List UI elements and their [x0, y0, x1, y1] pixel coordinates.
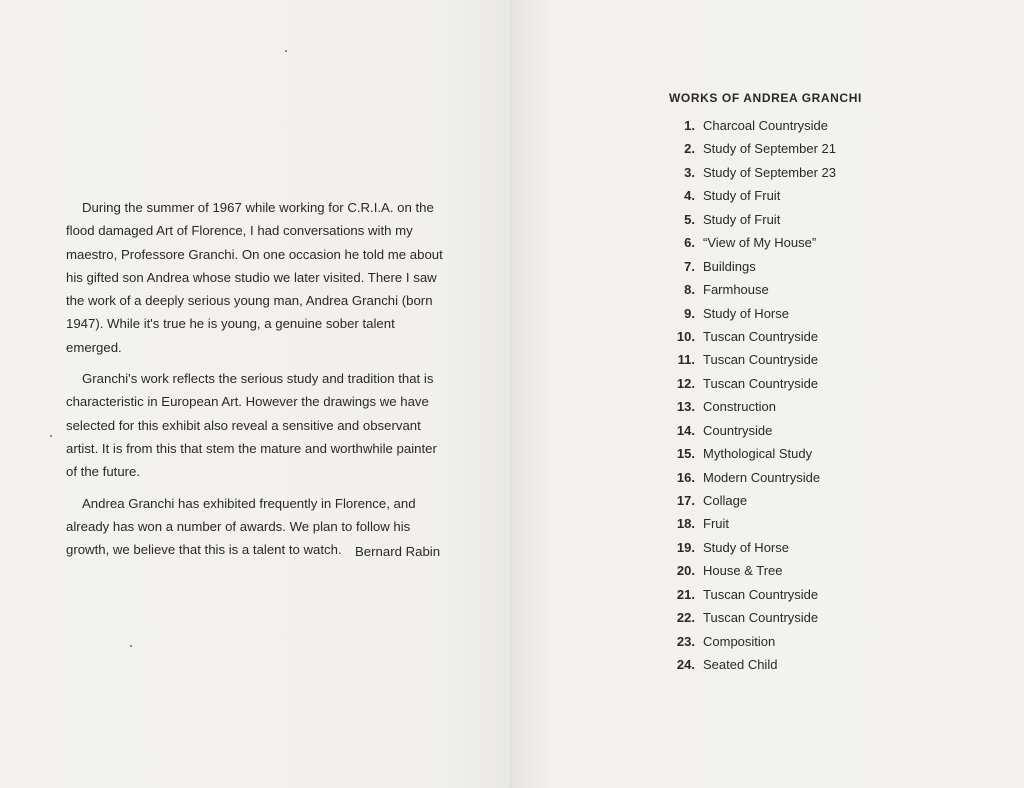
intro-paragraph-3: Andrea Granchi has exhibited frequently in Florence, and already has won a number of awards. We plan to follow his growth, we believe that this is a talent to watch.: [66, 495, 416, 558]
list-item: [660, 423, 960, 446]
work-title: Study of Fruit: [703, 211, 781, 227]
work-number: 22.: [676, 610, 695, 626]
work-number: 4.: [684, 188, 695, 204]
work-number: 10.: [676, 328, 695, 344]
ink-speck: [50, 435, 52, 437]
signature: Bernard Rabin: [355, 544, 441, 559]
work-number: 6.: [684, 235, 695, 251]
list-item: [660, 165, 960, 188]
intro-paragraph-1: During the summer of 1967 while working for C.R.I.A. on the flood damaged Art of Florence, I had conversations with my maestro, Professore Granchi. On one occasion he told me about his gifted son Andrea whose studio we later visited. There I saw the work of a deeply serious young man, Andrea Granchi (born 1947). While it's true he is young, a genuine sober talent emerged.: [66, 200, 443, 355]
work-number: 13.: [676, 399, 695, 415]
list-item: [660, 259, 960, 282]
list-item: [660, 188, 960, 211]
work-title: “View of My House”: [703, 235, 817, 251]
work-number: 12.: [676, 375, 695, 391]
work-title: Tuscan Countryside: [703, 352, 819, 368]
work-title: Study of Horse: [703, 539, 789, 555]
list-item: [660, 399, 960, 422]
list-item: [660, 657, 960, 680]
work-title: Buildings: [703, 258, 756, 274]
work-title: Study of September 23: [703, 164, 836, 180]
work-title: Study of Horse: [703, 305, 789, 321]
work-number: 20.: [676, 563, 695, 579]
list-item: [660, 329, 960, 352]
list-item: [660, 610, 960, 633]
work-number: 18.: [676, 516, 695, 532]
list-item: [660, 446, 960, 469]
work-number: 17.: [676, 493, 695, 508]
work-number: 1.: [684, 118, 695, 133]
work-number: 24.: [676, 657, 695, 673]
work-number: 8.: [684, 282, 695, 298]
work-number: 21.: [676, 586, 695, 602]
list-item: [660, 352, 960, 375]
list-item: [660, 493, 960, 516]
list-item: [660, 470, 960, 493]
list-item: [660, 563, 960, 586]
work-title: Study of September 21: [703, 141, 836, 157]
work-title: Tuscan Countryside: [703, 610, 819, 626]
list-item: [660, 540, 960, 563]
list-item: [660, 516, 960, 539]
work-number: 9.: [684, 305, 695, 321]
work-title: Tuscan Countryside: [703, 328, 819, 344]
work-title: Modern Countryside: [703, 469, 821, 485]
list-item: [660, 118, 960, 141]
intro-paragraph-2: Granchi's work reflects the serious study and tradition that is characteristic in European Art. However the drawings we have selected for this exhibit also reveal a sensitive and observant artist. It is from this that stem the mature and worthwhile painter of the future.: [66, 371, 437, 480]
work-title: Countryside: [703, 422, 773, 438]
work-title: Mythological Study: [703, 446, 813, 462]
work-title: Seated Child: [703, 657, 778, 673]
work-title: Study of Fruit: [703, 188, 781, 204]
work-number: 14.: [676, 422, 695, 438]
works-title: WORKS OF ANDREA GRANCHI: [669, 91, 862, 105]
work-number: 7.: [684, 258, 695, 274]
work-number: 19.: [676, 539, 695, 555]
work-number: 5.: [684, 211, 695, 227]
works-list: [660, 118, 960, 681]
list-item: [660, 376, 960, 399]
ink-speck: [130, 645, 132, 647]
list-item: [660, 141, 960, 164]
work-title: Tuscan Countryside: [703, 375, 819, 391]
list-item: [660, 212, 960, 235]
work-title: Tuscan Countryside: [703, 586, 819, 602]
work-title: House & Tree: [703, 563, 783, 579]
list-item: [660, 587, 960, 610]
work-number: 3.: [684, 164, 695, 180]
work-number: 15.: [676, 446, 695, 462]
work-title: Fruit: [703, 516, 729, 532]
list-item: [660, 306, 960, 329]
list-item: [660, 282, 960, 305]
work-title: Charcoal Countryside: [703, 118, 829, 133]
ink-speck: [285, 50, 287, 52]
work-number: 11.: [677, 352, 695, 368]
list-item: [660, 634, 960, 657]
work-title: Construction: [703, 399, 776, 415]
list-item: [660, 235, 960, 258]
work-number: 23.: [676, 633, 695, 649]
work-number: 2.: [684, 141, 695, 157]
work-number: 16.: [676, 469, 695, 485]
intro-text: [66, 196, 446, 569]
work-title: Collage: [703, 493, 748, 508]
work-title: Composition: [703, 633, 776, 649]
work-title: Farmhouse: [703, 282, 769, 298]
